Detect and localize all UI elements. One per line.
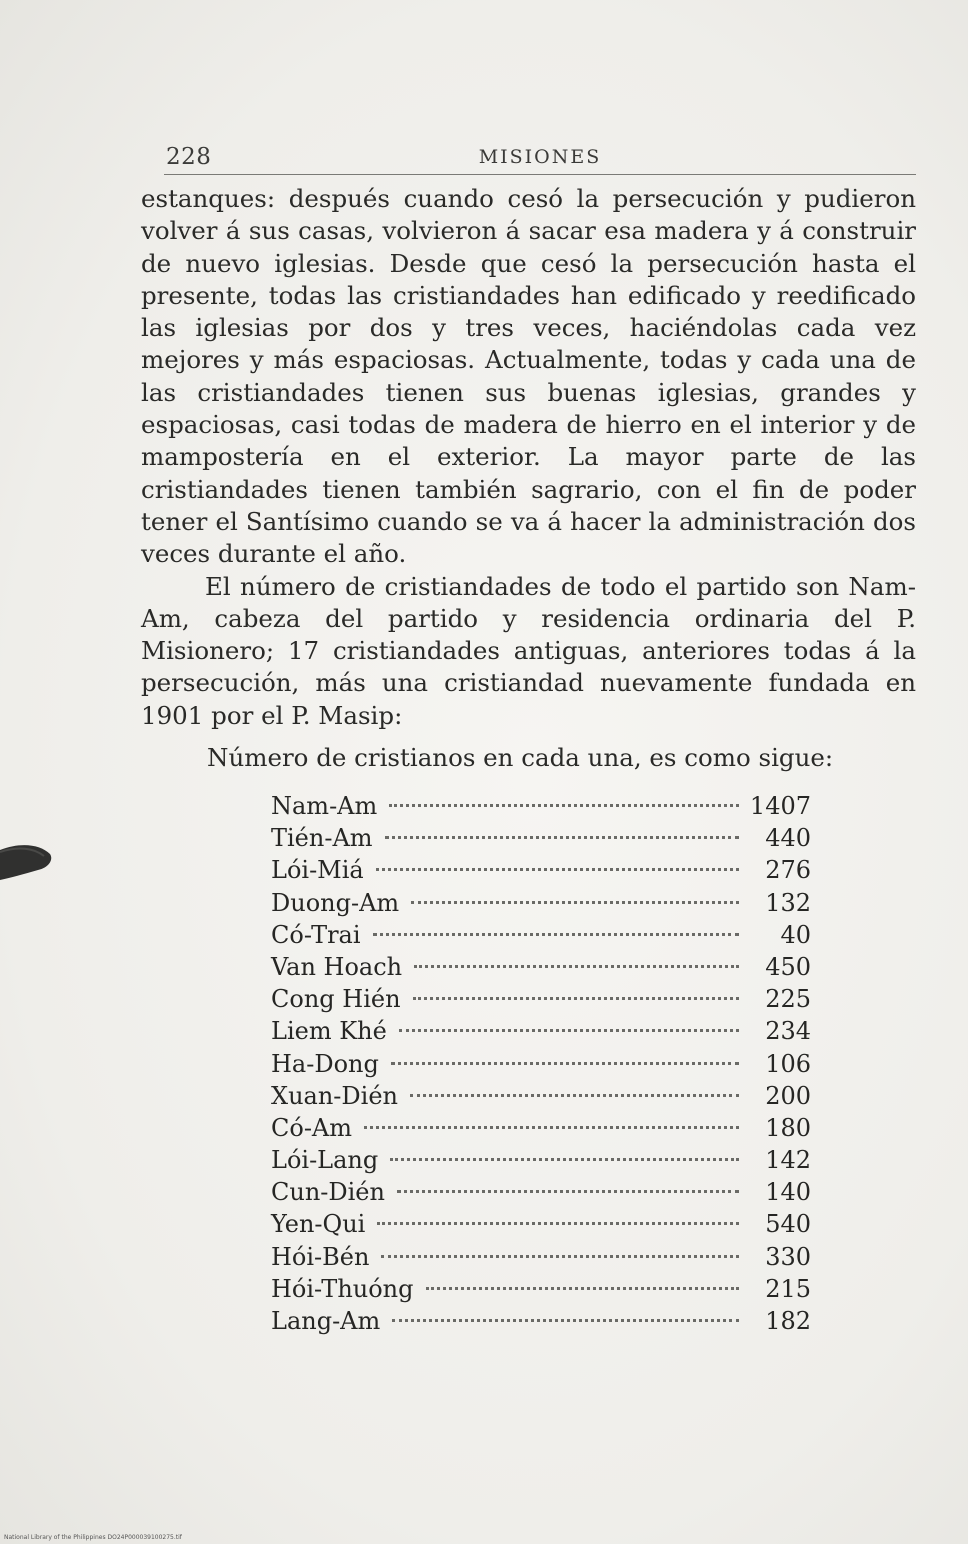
community-name: Hói-Bén [271,1242,370,1271]
christians-table [271,790,811,1337]
dot-leader [426,1287,740,1290]
christian-count: 180 [765,1113,811,1142]
community-name: Tién-Am [271,824,373,853]
dot-leader [413,997,739,1000]
christian-count: 276 [765,856,811,885]
table-intro: Número de cristianos en cada una, es como sigue: [207,743,834,772]
table-row [271,1015,811,1047]
table-row [271,1144,811,1176]
community-name: Lói-Miá [271,856,364,885]
table-row [271,790,811,822]
running-title: MISIONES [478,146,602,168]
community-name: Ha-Dong [271,1049,379,1078]
dot-leader [411,901,739,904]
thumb-shadow [0,828,54,888]
dot-leader [392,1319,739,1322]
christian-count: 330 [765,1242,811,1271]
christian-count: 182 [765,1307,811,1335]
christian-count: 234 [765,1017,811,1046]
christian-count: 106 [765,1049,811,1078]
community-name: Lang-Am [271,1307,381,1335]
christian-count: 1407 [749,792,811,820]
table-row [271,1208,811,1240]
community-name: Lói-Lang [271,1146,379,1175]
christian-count: 132 [765,888,811,917]
dot-leader [399,1029,739,1032]
dot-leader [397,1190,739,1193]
community-name: Có-Am [271,1113,353,1142]
dot-leader [373,933,739,936]
community-name: Xuan-Dién [271,1081,398,1110]
community-name: Yen-Qui [271,1210,366,1239]
christian-count: 200 [765,1081,811,1110]
attribution-footer: National Library of the Philippines DO24P000039100275.tif [4,1534,182,1541]
dot-leader [364,1126,739,1129]
dot-leader [376,868,739,871]
dot-leader [389,804,739,807]
dot-leader [381,1255,739,1258]
dot-leader [410,1094,739,1097]
table-row [271,887,811,919]
table-row [271,822,811,854]
table-row [271,1080,811,1112]
table-row [271,1241,811,1273]
table-row [271,951,811,983]
dot-leader [385,836,739,839]
community-name: Duong-Am [271,888,400,917]
christian-count: 40 [780,920,811,949]
dot-leader [377,1222,739,1225]
christian-count: 540 [765,1210,811,1239]
community-name: Cun-Dién [271,1178,385,1207]
christian-count: 215 [765,1274,811,1303]
table-row [271,1048,811,1080]
dot-leader [390,1158,739,1161]
page-number: 228 [166,144,212,170]
community-name: Cong Hién [271,985,401,1014]
table-row [271,1112,811,1144]
community-name: Có-Trai [271,920,361,949]
paragraph: El número de cristiandades de todo el partido son Nam-Am, cabeza del partido y residencia ordinaria del P. Misionero; 17 cristiandades antiguas, anteriores todas á la persecución, más una cristiandad nuevamente fundada en 1901 por el P. Masip: [141,571,916,730]
table-row [271,1176,811,1208]
christian-count: 142 [765,1146,811,1175]
paragraph: estanques: después cuando cesó la persecución y pudieron volver á sus casas, volvieron á sacar esa madera y á construir de nuevo iglesias. Desde que cesó la persecución hasta el presente, todas las cristiandades han edificado y reedificado las iglesias por dos y tres veces, haciéndolas cada vez mejores y más espaciosas. Actualmente, todas y cada una de las cristiandades tienen sus buenas iglesias, grandes y espaciosas, casi todas de madera de hierro en el interior y de mampostería en el exterior. La mayor parte de las cristiandades tienen también sagrario, con el fin de poder tener el Santísimo cuando se va á hacer la administración dos veces durante el año. [141,184,916,569]
community-name: Hói-Thuóng [271,1274,414,1303]
table-row [271,919,811,951]
christian-count: 225 [765,985,811,1014]
community-name: Liem Khé [271,1017,387,1046]
dot-leader [391,1062,739,1065]
christian-count: 140 [765,1178,811,1207]
table-row [271,1273,811,1305]
table-row [271,983,811,1015]
community-name: Nam-Am [271,792,378,820]
body-text [141,183,916,732]
christian-count: 450 [765,952,811,981]
christian-count: 440 [765,824,811,853]
table-row [271,1305,811,1337]
dot-leader [414,965,739,968]
community-name: Van Hoach [271,952,403,981]
page-header [164,142,916,175]
table-row [271,854,811,886]
